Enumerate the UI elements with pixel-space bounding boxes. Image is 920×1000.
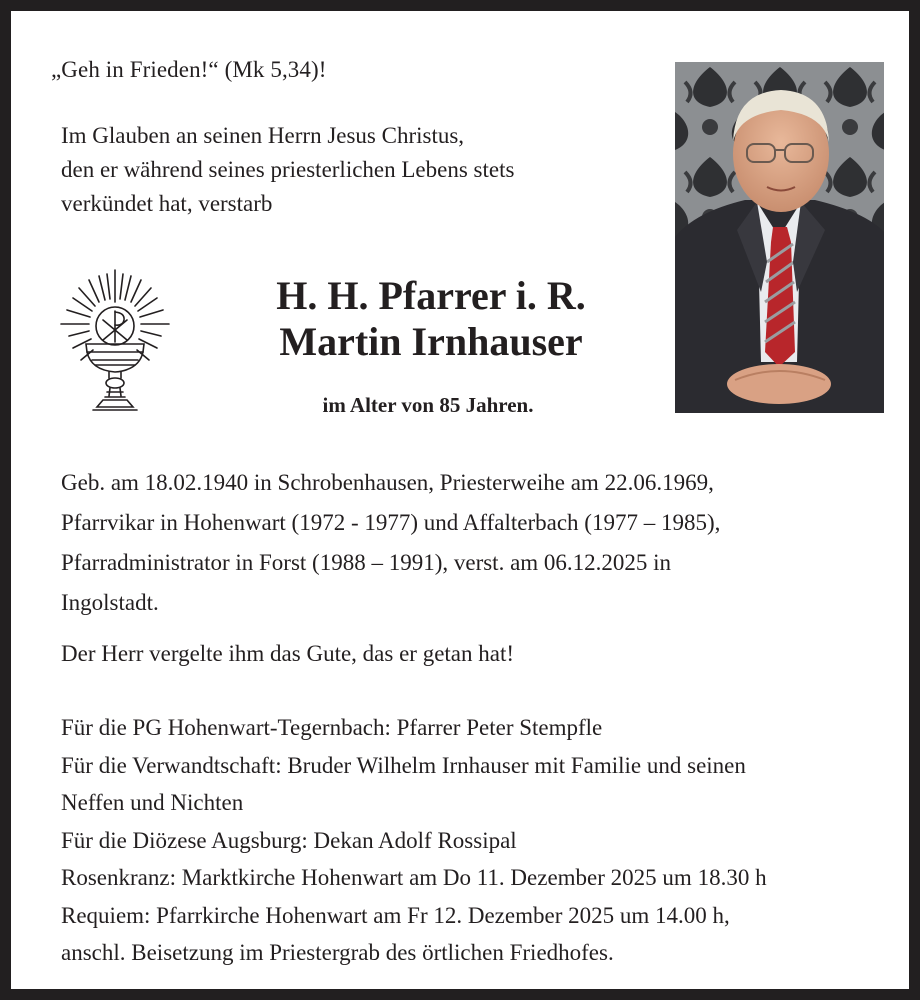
requiem-line: Requiem: Pfarrkirche Hohenwart am Fr 12. Dezember 2025 um 14.00 h,	[61, 902, 730, 928]
blessing-line: Der Herr vergelte ihm das Gute, das er getan hat!	[61, 641, 515, 666]
age-text: im Alter von 85 Jahren.	[322, 393, 534, 417]
intro-line: den er während seines priesterlichen Lebens stets	[61, 157, 515, 182]
title-honorific: H. H. Pfarrer i. R.	[276, 273, 586, 318]
bio-line: Pfarradministrator in Forst (1988 – 1991), verst. am 06.12.2025 in	[61, 550, 672, 575]
deceased-name-title	[201, 273, 661, 365]
mourner-line: Für die Diözese Augsburg: Dekan Adolf Rossipal	[61, 827, 517, 853]
mourner-line: Neffen und Nichten	[61, 790, 244, 815]
burial-line: anschl. Beisetzung im Priestergrab des örtlichen Friedhofes.	[61, 940, 614, 965]
bio-line: Pfarrvikar in Hohenwart (1972 - 1977) und Affalterbach (1977 – 1985),	[61, 510, 721, 535]
biography	[61, 463, 720, 623]
chalice-chi-rho-icon	[59, 266, 171, 414]
age-line	[201, 393, 751, 418]
bible-quote: „Geh in Frieden!“ (Mk 5,34)!	[51, 57, 327, 82]
rosary-line: Rosenkranz: Marktkirche Hohenwart am Do 11. Dezember 2025 um 18.30 h	[61, 865, 767, 890]
mourner-line: Für die Verwandtschaft: Bruder Wilhelm Irnhauser mit Familie und seinen	[61, 752, 746, 778]
intro-text	[61, 119, 514, 221]
intro-line: verkündet hat, verstarb	[61, 191, 273, 216]
bio-line: Ingolstadt.	[61, 590, 159, 615]
title-name: Martin Irnhauser	[279, 319, 583, 364]
mourners-and-services	[61, 709, 767, 972]
mourner-line: Für die PG Hohenwart-Tegernbach: Pfarrer Peter Stempfle	[61, 715, 603, 740]
portrait-photo	[675, 62, 884, 413]
intro-line: Im Glauben an seinen Herrn Jesus Christus,	[61, 123, 465, 148]
bio-line: Geb. am 18.02.1940 in Schrobenhausen, Priesterweihe am 22.06.1969,	[61, 470, 714, 495]
